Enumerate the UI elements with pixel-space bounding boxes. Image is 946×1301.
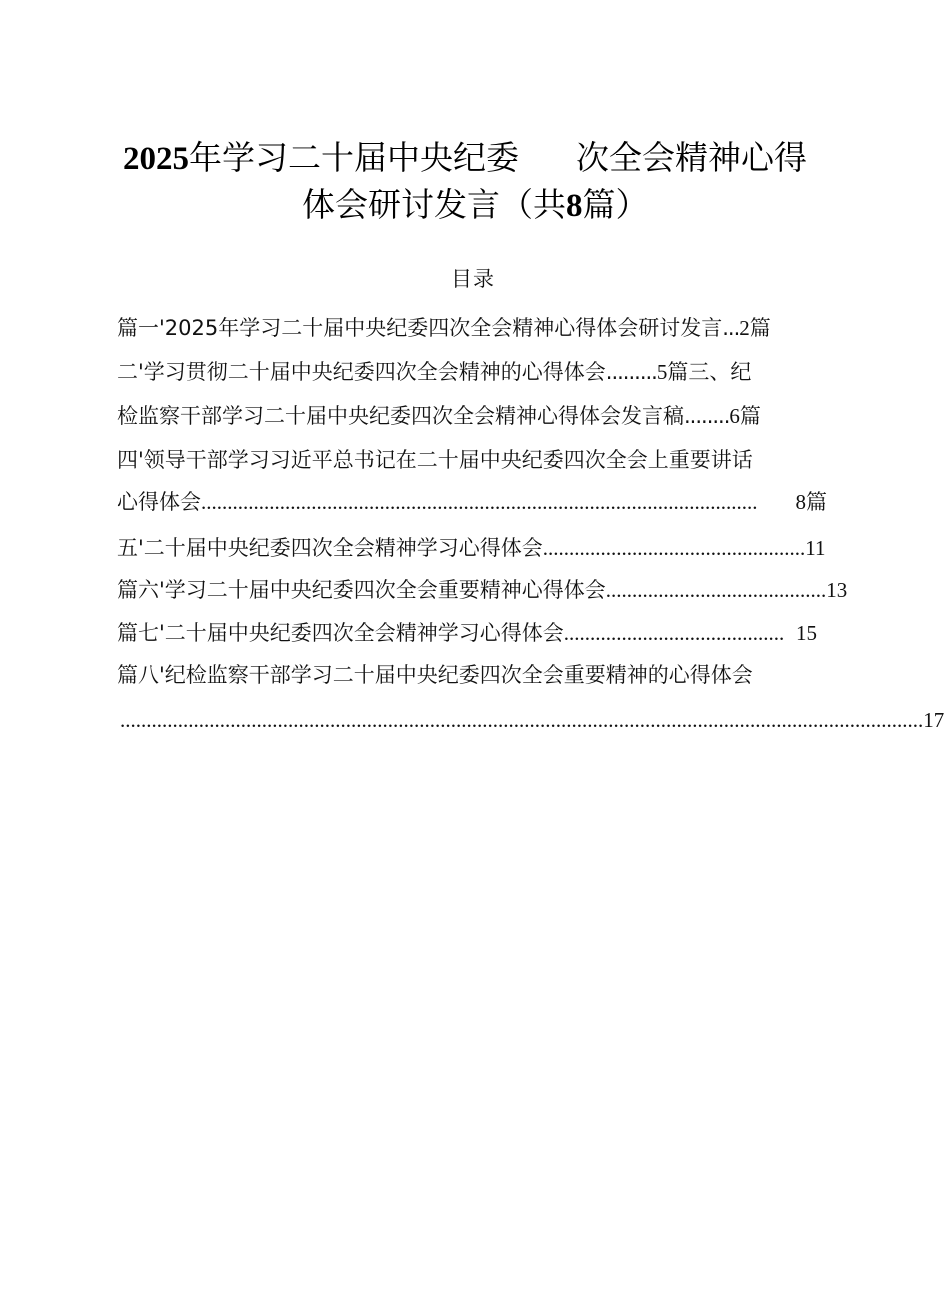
toc-entry-leader: ......................................................................................................................................................... xyxy=(120,708,924,732)
title-year: 2025 xyxy=(123,141,189,177)
toc-entry-text: 心得体会 xyxy=(117,490,201,514)
toc-entry-text: 篇八'纪检监察干部学习二十届中央纪委四次全会重要精神的心得体会 xyxy=(117,663,753,687)
toc-entry-leader: .......................................... xyxy=(605,578,827,602)
toc-entry-text: 四'领导干部学习习近平总书记在二十届中央纪委四次全会上重要讲话 xyxy=(117,448,753,472)
toc-entry-leader: ... xyxy=(722,316,740,340)
doc-title-line1-part1 xyxy=(123,138,519,179)
toc-entry[interactable] xyxy=(117,533,826,563)
toc-heading: 目录 xyxy=(451,267,495,291)
toc-entry[interactable] xyxy=(117,575,848,605)
toc-entry-text: 五'二十届中央纪委四次全会精神学习心得体会 xyxy=(117,536,543,560)
toc-entry-page: 5 xyxy=(656,360,668,384)
toc-entry[interactable] xyxy=(117,357,827,387)
toc-entry-page: 6 xyxy=(729,404,740,428)
toc-entry-text: 二'学习贯彻二十届中央纪委四次全会精神的心得体会 xyxy=(117,360,606,384)
title-text: 年学习二十届中央纪委 xyxy=(189,138,519,177)
toc-entry[interactable] xyxy=(117,401,827,431)
toc-entry-page: 11 xyxy=(805,536,826,560)
title-line2-text-b: 篇） xyxy=(582,185,649,224)
toc-entry-tail: 篇 xyxy=(806,490,827,514)
doc-title-line2 xyxy=(302,185,649,226)
toc-entry-tail: 篇 xyxy=(739,404,761,428)
toc-entry[interactable] xyxy=(117,618,817,648)
toc-entry-page: 2 xyxy=(739,316,750,340)
toc-entry-tail: 篇 xyxy=(749,316,771,340)
title-count: 8 xyxy=(566,188,583,224)
toc-entry[interactable] xyxy=(117,313,827,343)
doc-title-line1-part2: 次全会精神心得 xyxy=(576,138,807,177)
toc-entry-leader: .......................................... xyxy=(563,621,785,645)
toc-entry-page: 8 xyxy=(795,490,806,514)
toc-entry-text: 篇一'2025年学习二十届中央纪委四次全会精神心得体会研讨发言 xyxy=(117,316,723,340)
toc-entry-text: 检监察干部学习二十届中央纪委四次全会精神心得体会发言稿 xyxy=(117,404,684,428)
toc-entry[interactable] xyxy=(117,660,827,690)
toc-entry[interactable] xyxy=(117,445,827,475)
toc-entry-text: 篇六'学习二十届中央纪委四次全会重要精神心得体会 xyxy=(117,578,606,602)
toc-entry-leader: .......................................................................................................... xyxy=(201,490,758,514)
toc-entry-tail: 篇三、纪 xyxy=(667,360,752,384)
toc-entry-page: 13 xyxy=(826,578,848,602)
title-line2-text-a: 体会研讨发言（共 xyxy=(302,185,566,224)
toc-entry-text: 篇七'二十届中央纪委四次全会精神学习心得体会 xyxy=(117,621,564,645)
toc-entry-leader: .................................................. xyxy=(542,536,806,560)
toc-entry[interactable] xyxy=(120,705,945,735)
toc-entry-page: 15 xyxy=(796,621,817,645)
toc-entry-leader: ........ xyxy=(684,404,730,428)
toc-entry-page: 17 xyxy=(923,708,945,732)
toc-entry-leader: ......... xyxy=(605,360,657,384)
toc-entry[interactable] xyxy=(117,487,827,517)
